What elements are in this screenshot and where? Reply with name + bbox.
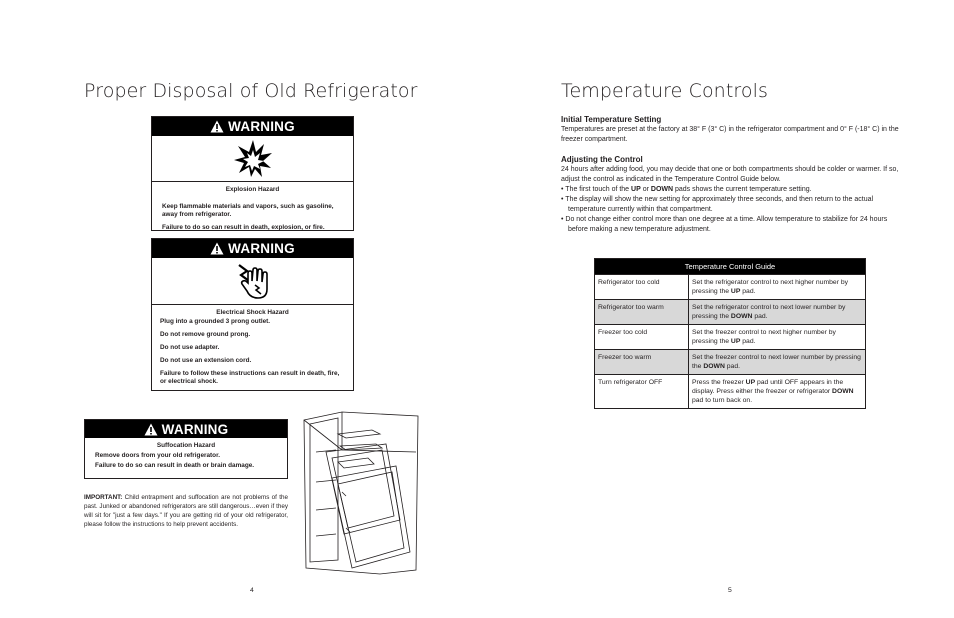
bullet-item: • The display will show the new setting for approximately three seconds, and then return to the actual temperature currently within that compartment. — [561, 196, 874, 213]
table-cell-condition: Freezer too warm — [595, 350, 689, 374]
table-cell-action: Set the freezer control to next lower number by pressing the DOWN pad. — [692, 354, 861, 370]
warning-box-suffocation — [84, 419, 288, 479]
warning-line: Plug into a grounded 3 prong outlet. — [160, 318, 271, 325]
bullet-item: • Do not change either control more than one degree at a time. Allow temperature to stabilize for 24 hours before making a new temperature adjustment. — [561, 216, 888, 233]
table-cell-condition: Freezer too cold — [595, 325, 689, 349]
warning-triangle-icon — [144, 423, 158, 436]
table-row — [595, 374, 865, 408]
warning-line: Do not use an extension cord. — [160, 357, 252, 364]
table-header: Temperature Control Guide — [595, 259, 865, 274]
adjusting-heading: Adjusting the Control — [561, 155, 643, 164]
table-row — [595, 349, 865, 374]
table-cell-condition: Refrigerator too warm — [595, 300, 689, 324]
table-cell-action: Set the refrigerator control to next lower number by pressing the DOWN pad. — [692, 304, 846, 320]
warning-line: Keep flammable materials and vapors, such as gasoline, away from refrigerator. — [162, 203, 334, 218]
hazard-title: Explosion Hazard — [225, 186, 280, 193]
table-row — [595, 299, 865, 324]
warning-line: Failure to do so can result in death or brain damage. — [95, 462, 255, 469]
warning-triangle-icon — [210, 242, 224, 255]
important-text: Child entrapment and suffocation are not problems of the past. Junked or abandoned refrigerators are still dangerous…even if they will sit for "just a few days." If you are getting rid of your old refrigerator, please follow the instructions to help prevent accidents. — [84, 494, 288, 528]
important-note — [84, 493, 288, 529]
table-cell-condition: Refrigerator too cold — [595, 275, 689, 299]
page-title-disposal: Proper Disposal of Old Refrigerator — [84, 80, 418, 102]
warning-header — [152, 117, 353, 136]
initial-setting-text: Temperatures are preset at the factory at 38° F (3° C) in the refrigerator compartment and 0° F (-18° C) in the freezer compartment. — [561, 126, 899, 143]
explosion-icon — [233, 140, 273, 178]
table-cell-action: Set the freezer control to next higher number by pressing the UP pad. — [692, 329, 836, 345]
warning-box-electrical — [151, 238, 354, 391]
electrical-shock-icon — [233, 261, 273, 301]
temperature-control-guide-table — [594, 258, 866, 409]
initial-setting-heading: Initial Temperature Setting — [561, 115, 662, 124]
warning-line: Failure to do so can result in death, explosion, or fire. — [162, 224, 325, 231]
warning-line: Do not use adapter. — [160, 344, 220, 351]
refrigerator-doors-removed-illustration — [302, 410, 420, 575]
warning-triangle-icon — [210, 120, 224, 133]
table-cell-action: Set the refrigerator control to next higher number by pressing the UP pad. — [692, 279, 849, 295]
page-number: 5 — [728, 587, 732, 594]
important-label: IMPORTANT: — [84, 494, 123, 501]
warning-header — [152, 239, 353, 258]
table-cell-condition: Turn refrigerator OFF — [595, 375, 689, 408]
bullet-item: • The first touch of the UP or DOWN pads shows the current temperature setting. — [561, 186, 812, 193]
adjusting-text: 24 hours after adding food, you may decide that one or both compartments should be colder or warmer. If so, adjust the control as indicated in the Temperature Control Guide below. — [561, 166, 899, 183]
page-title-temperature: Temperature Controls — [561, 80, 768, 102]
hazard-title: Electrical Shock Hazard — [216, 309, 289, 316]
warning-box-explosion — [151, 116, 354, 231]
warning-line: Failure to follow these instructions can result in death, fire, or electrical shock. — [160, 370, 340, 385]
warning-line: Remove doors from your old refrigerator. — [95, 452, 220, 459]
hazard-title: Suffocation Hazard — [156, 442, 216, 449]
table-cell-action: Press the freezer UP pad until OFF appears in the display. Press either the freezer or refrigerator DOWN pad to turn back on. — [692, 379, 854, 404]
warning-label: WARNING — [161, 421, 229, 437]
warning-label: WARNING — [228, 119, 295, 134]
warning-label: WARNING — [228, 241, 295, 256]
warning-line: Do not remove ground prong. — [160, 331, 251, 338]
adjusting-section — [561, 165, 906, 235]
table-row — [595, 274, 865, 299]
warning-header — [85, 420, 287, 438]
page-number: 4 — [250, 587, 254, 594]
table-row — [595, 324, 865, 349]
